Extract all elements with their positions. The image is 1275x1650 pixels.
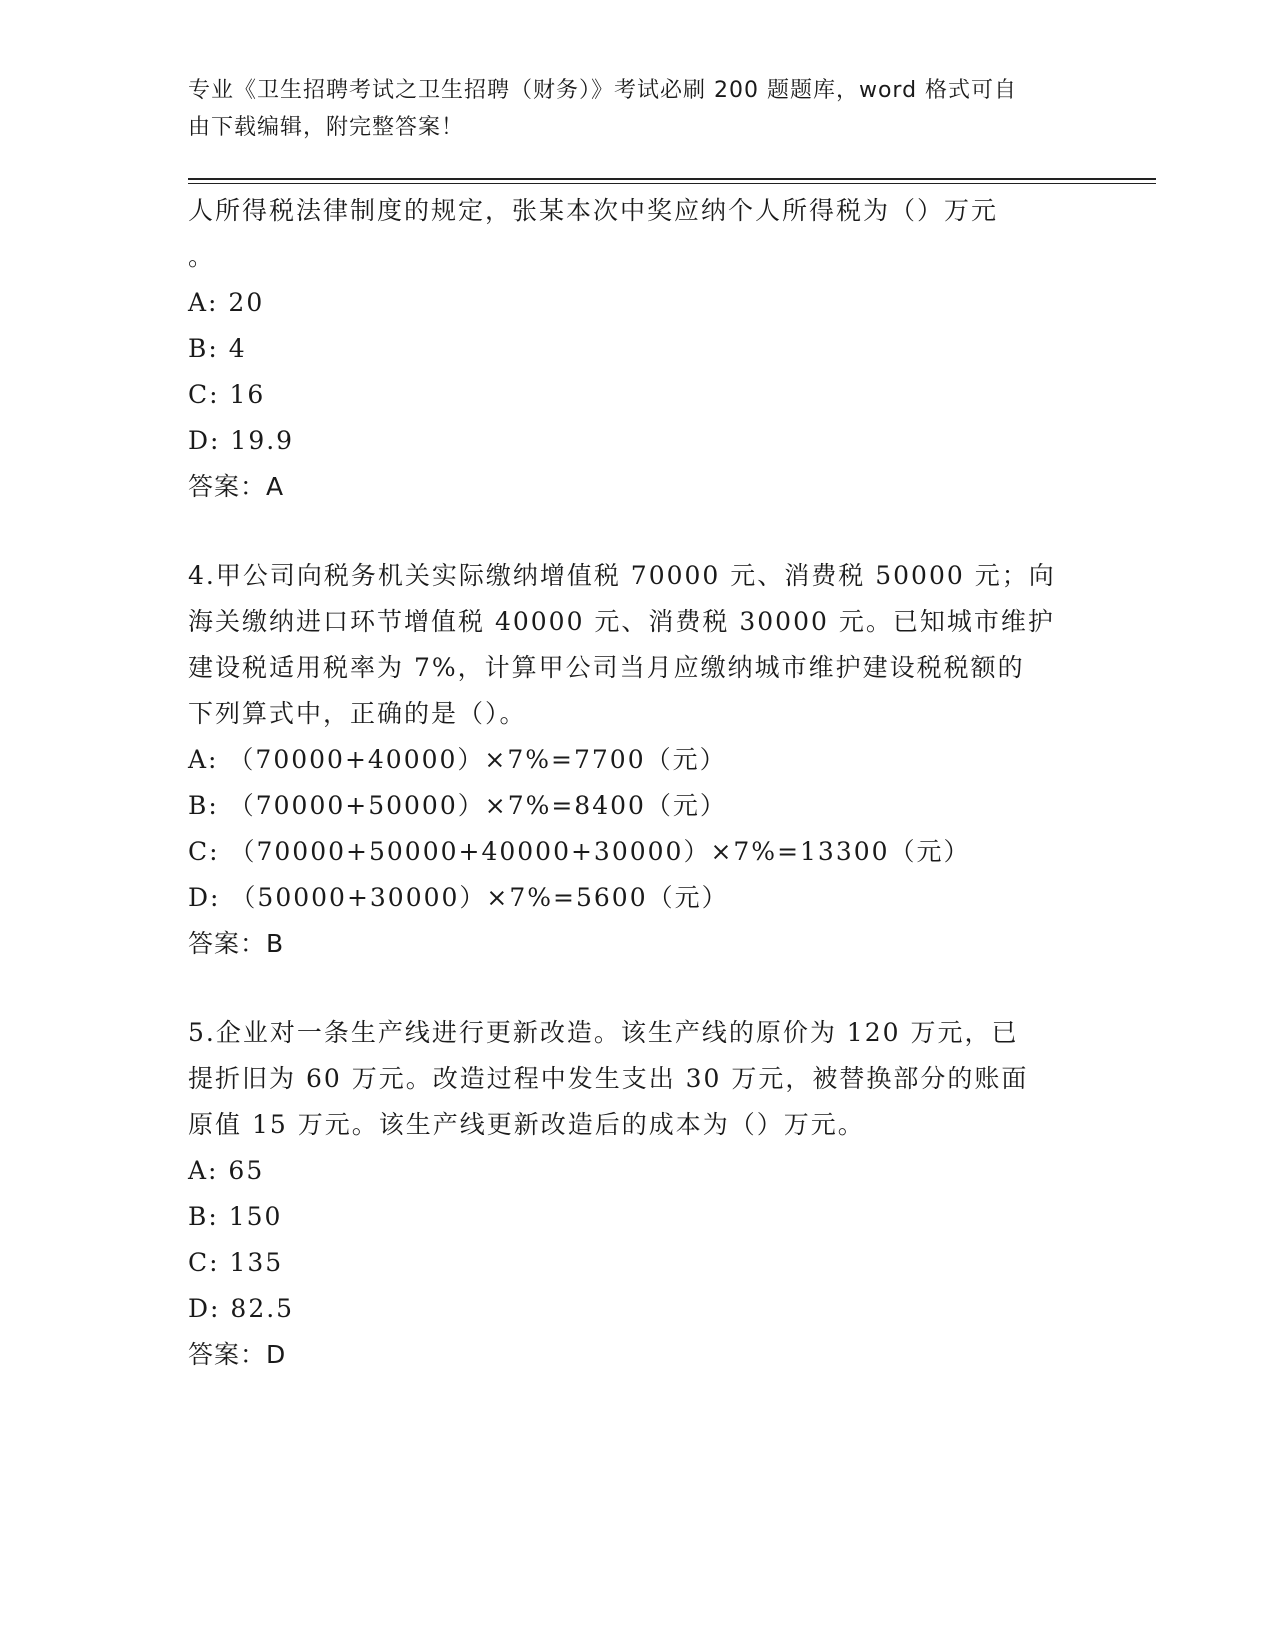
question-stem-line: 原值 15 万元。该生产线更新改造后的成本为（）万元。 [188, 1110, 865, 1139]
question-4 [188, 553, 1068, 967]
option-d: D: 82.5 [188, 1294, 295, 1323]
option-c: C: （70000+50000+40000+30000）×7%=13300（元） [188, 837, 971, 866]
header-divider [188, 178, 1156, 180]
question-stem-line: 5.企业对一条生产线进行更新改造。该生产线的原价为 120 万元，已 [188, 1018, 1019, 1047]
question-stem-line: 人所得税法律制度的规定，张某本次中奖应纳个人所得税为（）万元 [188, 196, 999, 225]
question-3 [188, 188, 1068, 510]
question-stem-line: 提折旧为 60 万元。改造过程中发生支出 30 万元，被替换部分的账面 [188, 1064, 1029, 1093]
option-b: B: 4 [188, 334, 247, 363]
option-b: B: （70000+50000）×7%=8400（元） [188, 791, 727, 820]
spacer [188, 510, 1068, 553]
option-a: A: （70000+40000）×7%=7700（元） [188, 745, 727, 774]
option-d: D: （50000+30000）×7%=5600（元） [188, 883, 729, 912]
question-stem-line: 海关缴纳进口环节增值税 40000 元、消费税 30000 元。已知城市维护 [188, 607, 1055, 636]
option-d: D: 19.9 [188, 426, 295, 455]
document-body [188, 188, 1068, 1378]
option-c: C: 16 [188, 380, 266, 409]
answer-label: 答案：B [188, 929, 285, 958]
option-a: A: 20 [188, 288, 265, 317]
header-line-1: 专业《卫生招聘考试之卫生招聘（财务）》考试必刷 200 题题库，word 格式可自 [188, 78, 1018, 103]
answer-label: 答案：D [188, 1340, 287, 1369]
question-stem-line: 。 [188, 242, 216, 271]
header-divider-thin [188, 183, 1156, 184]
question-5 [188, 1010, 1068, 1378]
document-header [188, 72, 1088, 146]
option-a: A: 65 [188, 1156, 265, 1185]
option-c: C: 135 [188, 1248, 284, 1277]
header-line-2: 由下载编辑，附完整答案！ [188, 115, 465, 140]
answer-label: 答案：A [188, 472, 285, 501]
spacer [188, 967, 1068, 1010]
question-stem-line: 4.甲公司向税务机关实际缴纳增值税 70000 元、消费税 50000 元；向 [188, 561, 1056, 590]
question-stem-line: 建设税适用税率为 7%，计算甲公司当月应缴纳城市维护建设税税额的 [188, 653, 1025, 682]
option-b: B: 150 [188, 1202, 283, 1231]
question-stem-line: 下列算式中，正确的是（）。 [188, 699, 527, 728]
